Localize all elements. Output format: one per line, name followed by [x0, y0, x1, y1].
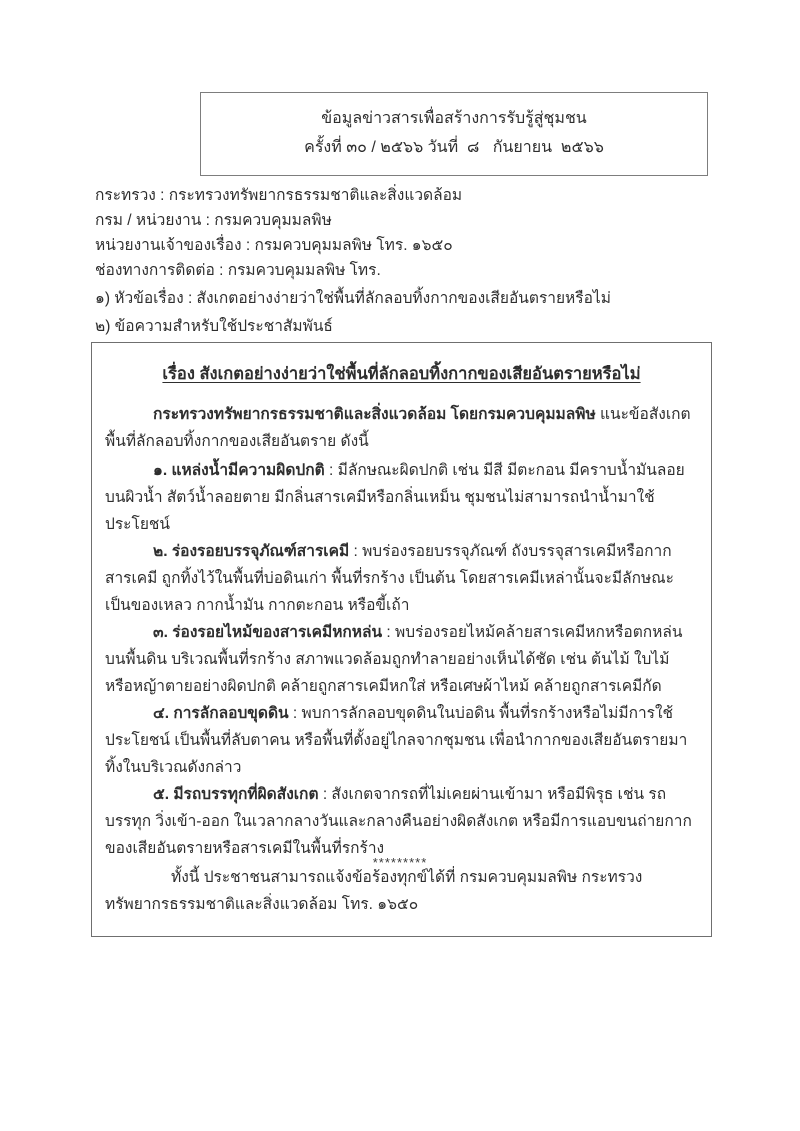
announcement-item-4: [105, 700, 698, 781]
separator-stars: *********: [372, 855, 428, 870]
meta-line-department: กรม / หน่วยงาน : กรมควบคุมมลพิษ: [95, 212, 332, 229]
announcement-item-3-body: : พบร่องรอยไหม้คล้ายสารเคมีหกหรือตกหล่นบนพื้นดิน บริเวณพื้นที่รกร้าง สภาพแวดล้อมถูกทำลายอย่างเห็นได้ชัด เช่น ต้นไม้ ใบไม้ หรือหญ้าตายอย่างผิดปกติ คล้ายถูกสารเคมีหกใส่ หรือเศษผ้าไหม้ คล้ายถูกสารเคมีกัด: [105, 624, 683, 695]
announcement-item-5: [105, 781, 698, 862]
announcement-intro: [105, 401, 698, 455]
announcement-intro-bold: กระทรวงทรัพยากรธรรมชาติและสิ่งแวดล้อม โดยกรมควบคุมมลพิษ: [153, 406, 596, 423]
topic-line-subject: ๑) หัวข้อเรื่อง : สังเกตอย่างง่ายว่าใช่พื้นที่ลักลอบทิ้งกากของเสียอันตรายหรือไม่: [95, 290, 611, 307]
announcement-item-5-body: : สังเกตจากรถที่ไม่เคยผ่านเข้ามา หรือมีพิรุธ เช่น รถบรรทุก วิ่งเข้า-ออก ในเวลากลางวันและกลางคืนอย่างผิดสังเกต หรือมีการแอบขนถ่ายกากของเสียอันตรายหรือสารเคมีในพื้นที่รกร้าง: [105, 786, 692, 857]
meta-block: [95, 183, 715, 283]
announcement-box: [91, 342, 712, 937]
announcement-item-2-body: : พบร่องรอยบรรจุภัณฑ์ ถังบรรจุสารเคมีหรือกากสารเคมี ถูกทิ้งไว้ในพื้นที่บ่อดินเก่า พื้นที่รกร้าง เป็นต้น โดยสารเคมีเหล่านั้นจะมีลักษณะเป็นของเหลว กากน้ำมัน กากตะกอน หรือขี้เถ้า: [105, 543, 674, 614]
header-issue-line: ครั้งที่ ๓๐ / ๒๕๖๖ วันที่ ๘ กันยายน ๒๕๖๖: [304, 139, 604, 156]
announcement-item-5-heading: ๕. มีรถบรรทุกที่ผิดสังเกต: [153, 786, 319, 803]
announcement-item-1: [105, 457, 698, 538]
announcement-item-3-heading: ๓. ร่องรอยไหม้ของสารเคมีหกหล่น: [153, 624, 383, 641]
announcement-intro-rest: แนะข้อสังเกตพื้นที่ลักลอบทิ้งกากของเสียอันตราย ดังนี้: [105, 406, 691, 450]
announcement-item-1-body: : มีลักษณะผิดปกติ เช่น มีสี มีตะกอน มีคราบน้ำมันลอยบนผิวน้ำ สัตว์น้ำลอยตาย มีกลิ่นสารเคมีหรือกลิ่นเหม็น ชุมชนไม่สามารถนำน้ำมาใช้ประโยชน์: [105, 462, 685, 533]
announcement-title: [105, 361, 698, 387]
header-box: [200, 92, 708, 176]
announcement-item-4-body: : พบการลักลอบขุดดินในบ่อดิน พื้นที่รกร้างหรือไม่มีการใช้ประโยชน์ เป็นพื้นที่ลับตาคน หรือพื้นที่ตั้งอยู่ไกลจากชุมชน เพื่อนำกากของเสียอันตรายมาทิ้งในบริเวณดังกล่าว: [105, 705, 688, 776]
meta-line-contact-channel: ช่องทางการติดต่อ : กรมควบคุมมลพิษ โทร.: [95, 262, 381, 279]
topic-line-pr-message: ๒) ข้อความสำหรับใช้ประชาสัมพันธ์: [95, 318, 333, 335]
meta-line-owner-agency: หน่วยงานเจ้าของเรื่อง : กรมควบคุมมลพิษ โทร. ๑๖๕๐: [95, 237, 453, 254]
announcement-item-3: [105, 619, 698, 700]
header-title: ข้อมูลข่าวสารเพื่อสร้างการรับรู้สู่ชุมชน: [321, 110, 587, 127]
announcement-item-2-heading: ๒. ร่องรอยบรรจุภัณฑ์สารเคมี: [153, 543, 350, 560]
announcement-item-1-heading: ๑. แหล่งน้ำมีความผิดปกติ: [153, 462, 325, 479]
announcement-closing: ทั้งนี้ ประชาชนสามารถแจ้งข้อร้องทุกข์ได้ที่ กรมควบคุมมลพิษ กระทรวงทรัพยากรธรรมชาติและสิ่งแวดล้อม โทร. ๑๖๕๐: [105, 869, 643, 913]
announcement-item-4-heading: ๔. การลักลอบขุดดิน: [153, 705, 289, 722]
announcement-item-2: [105, 538, 698, 619]
topic-block: [95, 285, 715, 341]
meta-line-ministry: กระทรวง : กระทรวงทรัพยากรธรรมชาติและสิ่งแวดล้อม: [95, 187, 463, 204]
announcement-title-text: เรื่อง สังเกตอย่างง่ายว่าใช่พื้นที่ลักลอบทิ้งกากของเสียอันตรายหรือไม่: [162, 365, 641, 383]
